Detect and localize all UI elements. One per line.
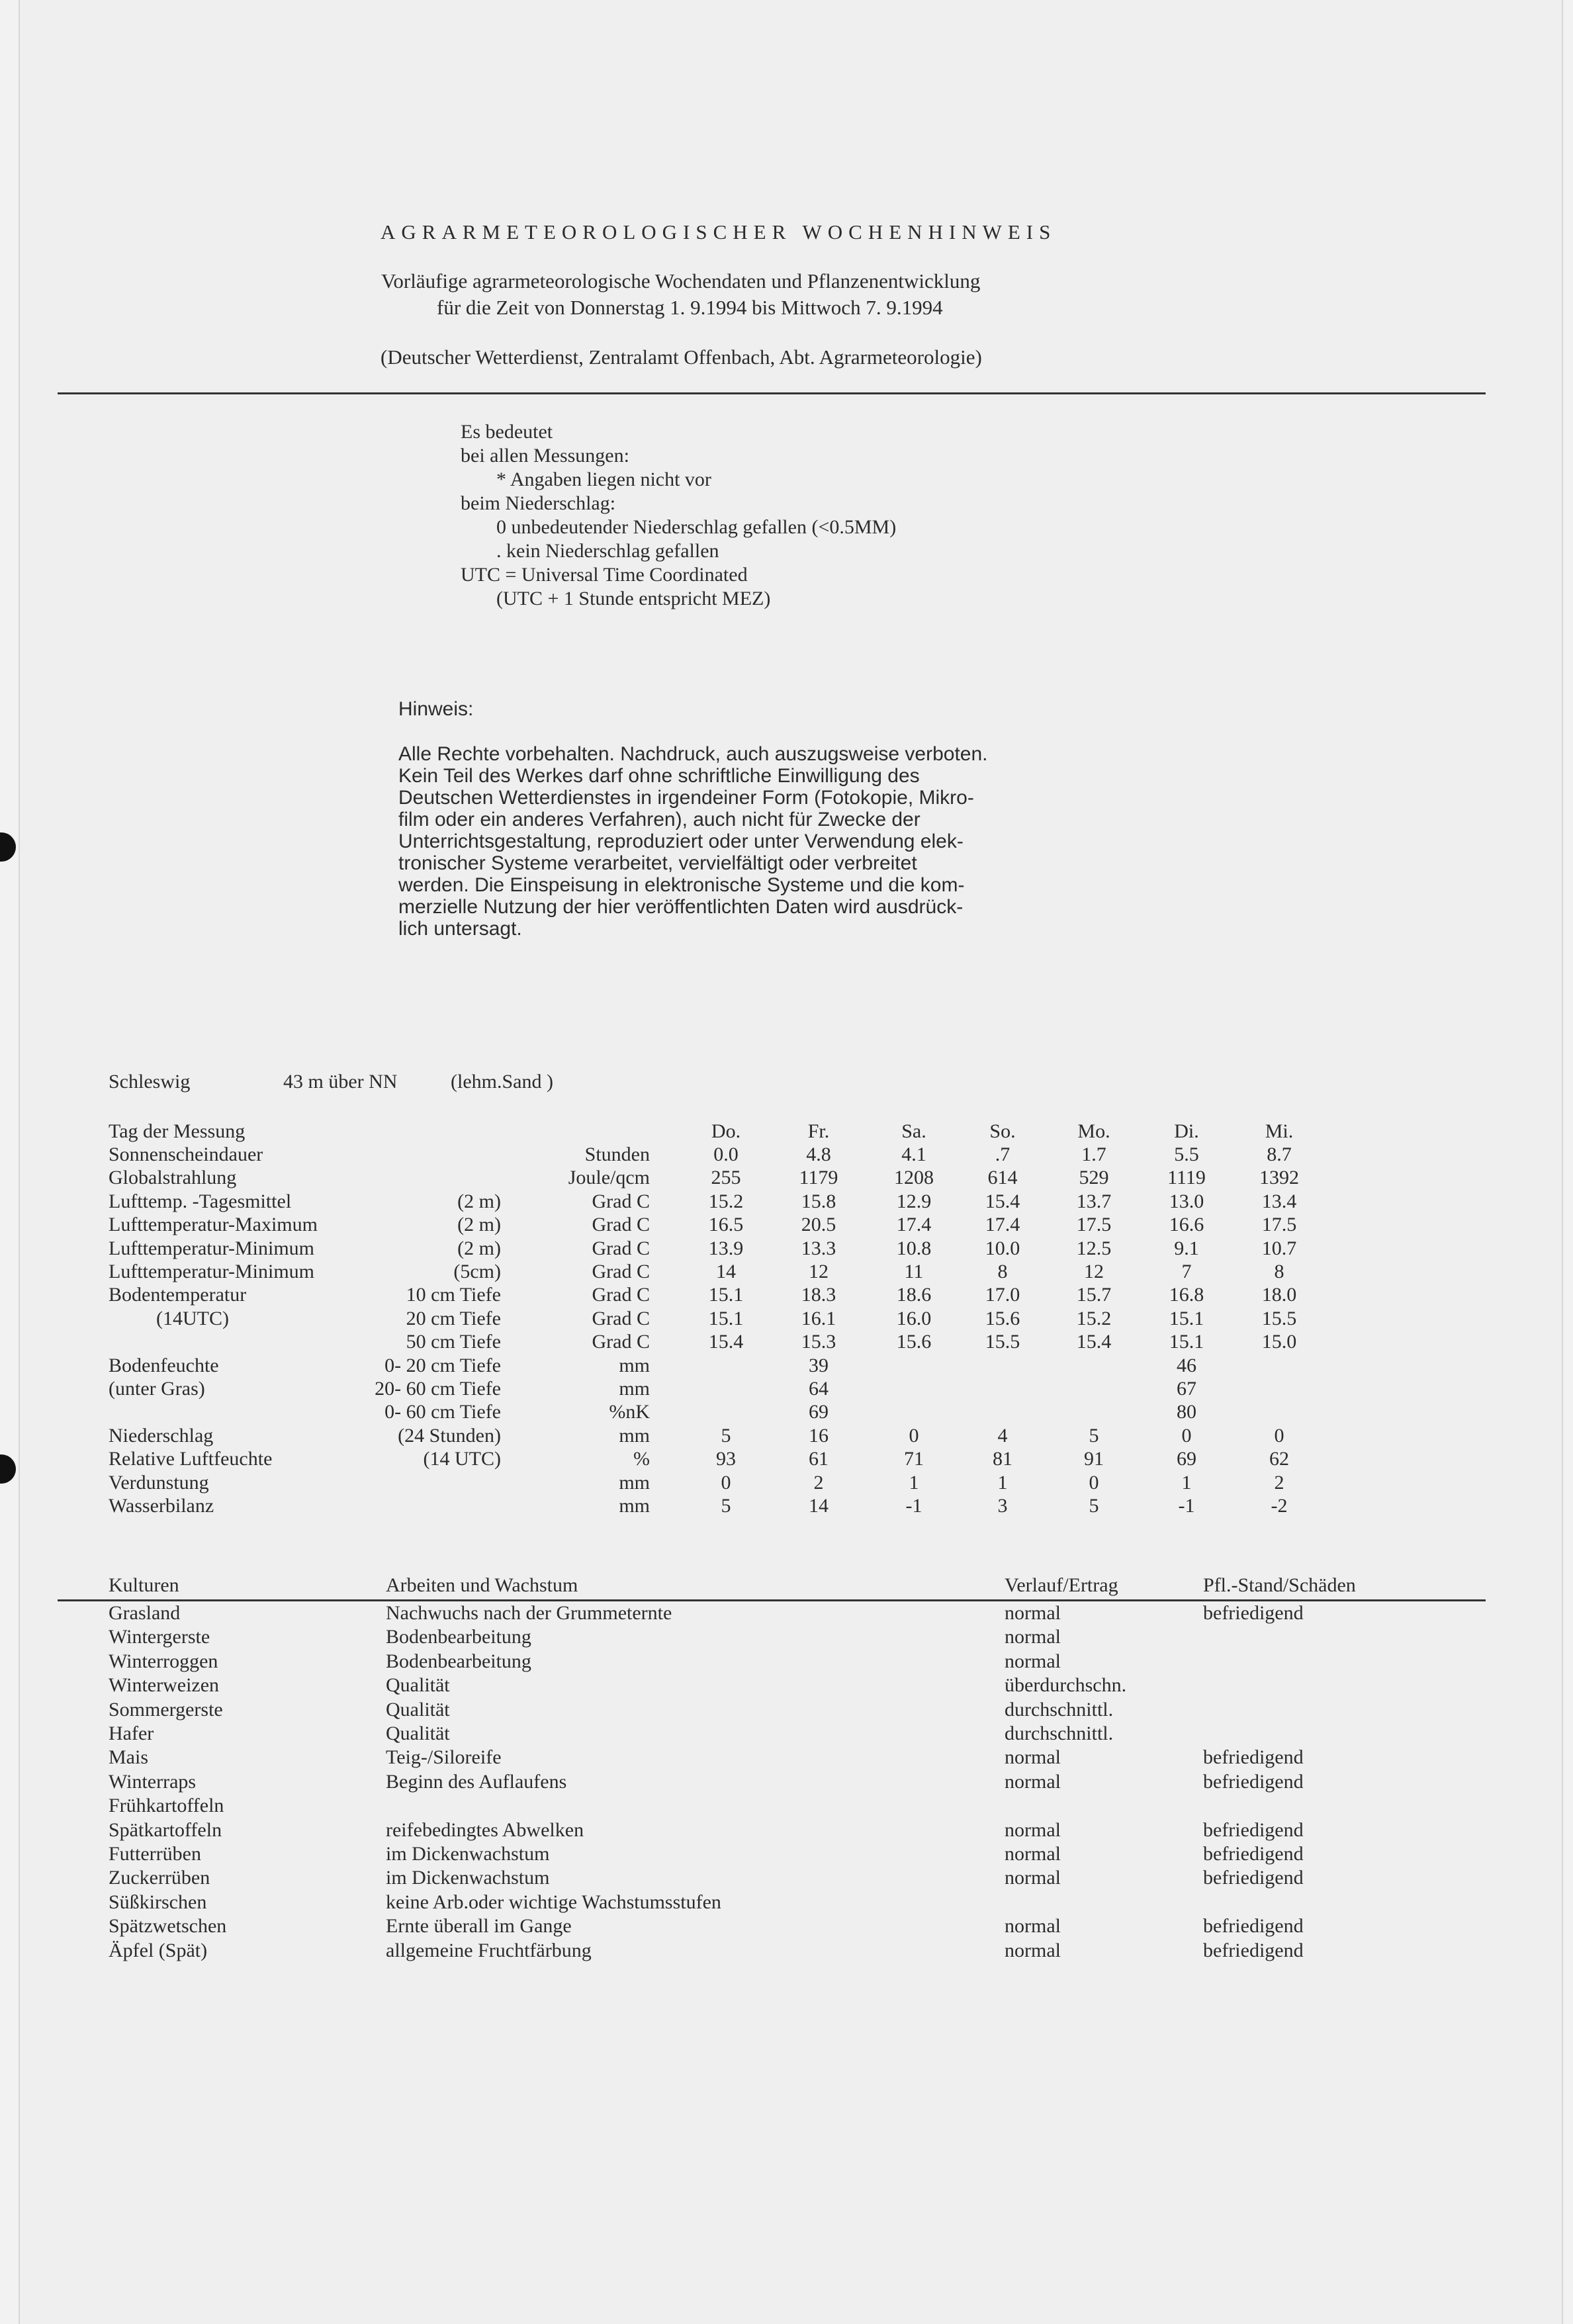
- table-cell: .7: [995, 1143, 1011, 1165]
- row-unit: mm: [619, 1495, 650, 1517]
- source-line: (Deutscher Wetterdienst, Zentralamt Offenbach, Abt. Agrarmeteorologie): [381, 345, 982, 369]
- station-name: Schleswig: [109, 1071, 191, 1093]
- table-cell: 1208: [894, 1167, 934, 1189]
- row-sublabel: (24 Stunden): [398, 1424, 501, 1447]
- table-cell: 5: [721, 1495, 731, 1517]
- row-sublabel: 20- 60 cm Tiefe: [375, 1378, 501, 1400]
- table-cell: 11: [904, 1261, 924, 1282]
- row-sublabel: (5cm): [453, 1261, 501, 1282]
- day-header: Fr.: [807, 1120, 830, 1142]
- crops-header-status: Pfl.-Stand/Schäden: [1203, 1574, 1356, 1596]
- legend-line: . kein Niederschlag gefallen: [496, 540, 719, 562]
- table-cell: 9.1: [1174, 1237, 1199, 1259]
- row-sublabel: 50 cm Tiefe: [406, 1331, 501, 1353]
- table-cell: 15.1: [708, 1284, 744, 1306]
- crop-course: durchschnittl.: [1005, 1722, 1114, 1744]
- notice-line: tronischer Systeme verarbeitet, vervielfältigt oder verbreitet: [398, 852, 917, 874]
- row-label: (14UTC): [156, 1307, 229, 1329]
- table-cell: 69: [1177, 1448, 1196, 1470]
- row-label: Lufttemperatur-Minimum: [109, 1261, 314, 1282]
- crop-course: überdurchschn.: [1005, 1674, 1127, 1697]
- table-cell: 12.5: [1076, 1237, 1112, 1259]
- notice-heading: Hinweis:: [398, 698, 474, 720]
- crop-name: Spätkartoffeln: [109, 1818, 222, 1841]
- table-cell: 15.8: [801, 1190, 836, 1212]
- row-sublabel: (2 m): [457, 1190, 501, 1212]
- measurement-day-label: Tag der Messung: [109, 1120, 246, 1142]
- crop-name: Winterraps: [109, 1770, 197, 1793]
- crop-name: Sommergerste: [109, 1698, 223, 1721]
- row-sublabel: 0- 60 cm Tiefe: [384, 1401, 501, 1423]
- table-cell: 8.7: [1267, 1143, 1292, 1165]
- table-cell: 14: [716, 1261, 736, 1282]
- table-cell: 0: [1089, 1471, 1099, 1494]
- table-cell: 46: [1177, 1354, 1196, 1376]
- row-label: Niederschlag: [109, 1424, 214, 1447]
- row-unit: Grad C: [592, 1284, 650, 1306]
- table-cell: 1179: [799, 1167, 838, 1189]
- row-label: Bodentemperatur: [109, 1284, 247, 1306]
- row-label: Lufttemp. -Tagesmittel: [109, 1190, 292, 1212]
- table-cell: 16.1: [801, 1307, 836, 1329]
- table-cell: 62: [1269, 1448, 1289, 1470]
- crop-status: befriedigend: [1203, 1915, 1304, 1938]
- crop-name: Grasland: [109, 1602, 181, 1624]
- crop-work: Teig-/Siloreife: [386, 1746, 502, 1769]
- crop-status: befriedigend: [1203, 1818, 1304, 1841]
- crop-course: normal: [1005, 1602, 1061, 1624]
- table-cell: 13.0: [1169, 1190, 1204, 1212]
- crops-header-crop: Kulturen: [109, 1574, 179, 1596]
- crop-status: befriedigend: [1203, 1602, 1304, 1624]
- crop-course: normal: [1005, 1626, 1061, 1648]
- table-cell: 18.0: [1261, 1284, 1297, 1306]
- row-label: Lufttemperatur-Minimum: [109, 1237, 314, 1259]
- table-cell: 13.4: [1261, 1190, 1297, 1212]
- punch-hole-bottom: [0, 1454, 16, 1484]
- table-cell: 13.3: [801, 1237, 836, 1259]
- legend-line: * Angaben liegen nicht vor: [496, 469, 711, 490]
- crop-course: normal: [1005, 1843, 1061, 1865]
- crop-course: normal: [1005, 1867, 1061, 1889]
- notice-line: Alle Rechte vorbehalten. Nachdruck, auch auszugsweise verboten.: [398, 743, 988, 765]
- crop-status: befriedigend: [1203, 1867, 1304, 1889]
- table-cell: 81: [993, 1448, 1012, 1470]
- day-header: Do.: [711, 1120, 741, 1142]
- row-unit: %nK: [609, 1401, 650, 1423]
- notice-line: lich untersagt.: [398, 918, 522, 940]
- table-cell: 4: [997, 1424, 1008, 1447]
- table-cell: 15.2: [708, 1190, 744, 1212]
- row-unit: Grad C: [592, 1237, 650, 1259]
- crop-name: Äpfel (Spät): [109, 1939, 208, 1961]
- table-cell: 15.2: [1076, 1307, 1112, 1329]
- row-sublabel: (2 m): [457, 1214, 501, 1236]
- table-cell: 1119: [1167, 1167, 1206, 1189]
- legend-line: UTC = Universal Time Coordinated: [461, 564, 748, 586]
- table-cell: 15.0: [1261, 1331, 1297, 1353]
- table-cell: 15.1: [1169, 1331, 1204, 1353]
- row-unit: mm: [619, 1424, 650, 1447]
- crop-work: keine Arb.oder wichtige Wachstumsstufen: [386, 1891, 721, 1913]
- table-cell: 71: [904, 1448, 924, 1470]
- table-cell: 15.6: [985, 1307, 1020, 1329]
- station-elevation: 43 m über NN: [283, 1071, 398, 1093]
- table-cell: 4.8: [806, 1143, 831, 1165]
- table-cell: 5: [1089, 1424, 1099, 1447]
- table-cell: 17.0: [985, 1284, 1020, 1306]
- crop-status: befriedigend: [1203, 1939, 1304, 1961]
- crop-work: Nachwuchs nach der Grummeternte: [386, 1602, 672, 1624]
- table-cell: 91: [1084, 1448, 1104, 1470]
- legend-line: (UTC + 1 Stunde entspricht MEZ): [496, 588, 771, 609]
- crop-work: allgemeine Fruchtfärbung: [386, 1939, 592, 1961]
- row-label: (unter Gras): [109, 1378, 205, 1400]
- crop-course: normal: [1005, 1939, 1061, 1961]
- day-header: Mo.: [1077, 1120, 1110, 1142]
- table-cell: 18.3: [801, 1284, 836, 1306]
- crop-work: Ernte überall im Gange: [386, 1915, 572, 1938]
- day-header: Sa.: [901, 1120, 926, 1142]
- table-cell: 16.8: [1169, 1284, 1204, 1306]
- crop-name: Winterroggen: [109, 1650, 218, 1672]
- table-cell: 15.4: [1076, 1331, 1112, 1353]
- crop-name: Spätzwetschen: [109, 1915, 227, 1938]
- table-cell: 15.4: [708, 1331, 744, 1353]
- day-header: Mi.: [1265, 1120, 1294, 1142]
- table-cell: 61: [809, 1448, 829, 1470]
- crop-course: normal: [1005, 1746, 1061, 1769]
- table-cell: 15.7: [1076, 1284, 1112, 1306]
- crop-status: befriedigend: [1203, 1746, 1304, 1769]
- document-title: AGRARMETEOROLOGISCHER WOCHENHINWEIS: [381, 220, 1057, 244]
- table-cell: -1: [1178, 1495, 1195, 1517]
- table-cell: 529: [1079, 1167, 1109, 1189]
- table-cell: 7: [1181, 1261, 1192, 1282]
- legend-line: beim Niederschlag:: [461, 492, 616, 514]
- row-unit: Grad C: [592, 1190, 650, 1212]
- table-cell: 1392: [1259, 1167, 1299, 1189]
- table-cell: 5: [1089, 1495, 1099, 1517]
- row-sublabel: 10 cm Tiefe: [406, 1284, 501, 1306]
- row-unit: mm: [619, 1378, 650, 1400]
- table-cell: 64: [809, 1378, 829, 1400]
- notice-line: Kein Teil des Werkes darf ohne schriftliche Einwilligung des: [398, 765, 920, 787]
- row-sublabel: 0- 20 cm Tiefe: [384, 1354, 501, 1376]
- crop-work: Qualität: [386, 1674, 450, 1697]
- table-cell: 15.5: [1261, 1307, 1297, 1329]
- crop-course: durchschnittl.: [1005, 1698, 1114, 1721]
- table-cell: 15.6: [896, 1331, 932, 1353]
- crop-name: Zuckerrüben: [109, 1867, 210, 1889]
- table-cell: 8: [1274, 1261, 1284, 1282]
- subtitle-line-1: Vorläufige agrarmeteorologische Wochendaten und Pflanzenentwicklung: [381, 269, 981, 292]
- row-unit: mm: [619, 1354, 650, 1376]
- table-cell: 0: [1181, 1424, 1192, 1447]
- notice-line: Deutschen Wetterdienstes in irgendeiner Form (Fotokopie, Mikro-: [398, 787, 974, 809]
- table-cell: 5.5: [1174, 1143, 1199, 1165]
- row-unit: %: [633, 1448, 650, 1470]
- table-cell: 12: [809, 1261, 829, 1282]
- table-cell: 17.4: [985, 1214, 1020, 1236]
- station-soil: (lehm.Sand ): [451, 1071, 553, 1093]
- crop-work: im Dickenwachstum: [386, 1843, 550, 1865]
- table-cell: 12.9: [896, 1190, 932, 1212]
- crops-header-work: Arbeiten und Wachstum: [386, 1574, 578, 1596]
- row-label: Wasserbilanz: [109, 1495, 214, 1517]
- row-label: Verdunstung: [109, 1471, 209, 1494]
- row-label: Bodenfeuchte: [109, 1354, 219, 1376]
- row-unit: Grad C: [592, 1214, 650, 1236]
- notice-line: film oder ein anderes Verfahren), auch nicht für Zwecke der: [398, 809, 921, 830]
- legend-line: Es bedeutet: [461, 421, 553, 443]
- crop-name: Hafer: [109, 1722, 154, 1744]
- row-unit: Stunden: [584, 1143, 650, 1165]
- crop-course: normal: [1005, 1770, 1061, 1793]
- table-cell: 93: [716, 1448, 736, 1470]
- table-cell: 80: [1177, 1401, 1196, 1423]
- crop-work: Qualität: [386, 1722, 450, 1744]
- row-unit: mm: [619, 1471, 650, 1494]
- crop-work: Bodenbearbeitung: [386, 1650, 531, 1672]
- notice-line: werden. Die Einspeisung in elektronische Systeme und die kom-: [398, 874, 965, 896]
- table-cell: 8: [997, 1261, 1008, 1282]
- row-label: Sonnenscheindauer: [109, 1143, 263, 1165]
- table-cell: 18.6: [896, 1284, 932, 1306]
- table-cell: 255: [711, 1167, 741, 1189]
- crop-work: im Dickenwachstum: [386, 1867, 550, 1889]
- crop-course: normal: [1005, 1818, 1061, 1841]
- table-cell: 67: [1177, 1378, 1196, 1400]
- table-cell: 15.5: [985, 1331, 1020, 1353]
- row-unit: Joule/qcm: [568, 1167, 650, 1189]
- table-cell: 39: [809, 1354, 829, 1376]
- table-cell: 10.0: [985, 1237, 1020, 1259]
- document-page: [19, 0, 1563, 2324]
- row-unit: Grad C: [592, 1331, 650, 1353]
- table-cell: 16.0: [896, 1307, 932, 1329]
- table-cell: 15.3: [801, 1331, 836, 1353]
- table-cell: 1.7: [1081, 1143, 1106, 1165]
- row-label: Relative Luftfeuchte: [109, 1448, 273, 1470]
- table-cell: 69: [809, 1401, 829, 1423]
- row-label: Globalstrahlung: [109, 1167, 237, 1189]
- table-cell: 1: [909, 1471, 919, 1494]
- table-cell: 5: [721, 1424, 731, 1447]
- row-sublabel: 20 cm Tiefe: [406, 1307, 501, 1329]
- day-header: Di.: [1174, 1120, 1199, 1142]
- table-cell: 17.4: [896, 1214, 932, 1236]
- crop-status: befriedigend: [1203, 1770, 1304, 1793]
- crops-header-divider: [58, 1599, 1486, 1601]
- row-label: Lufttemperatur-Maximum: [109, 1214, 318, 1236]
- table-cell: 15.4: [985, 1190, 1020, 1212]
- crop-name: Frühkartoffeln: [109, 1795, 224, 1817]
- row-unit: Grad C: [592, 1307, 650, 1329]
- table-cell: 1: [997, 1471, 1008, 1494]
- table-cell: 2: [1274, 1471, 1284, 1494]
- table-cell: 15.1: [708, 1307, 744, 1329]
- table-cell: 13.7: [1076, 1190, 1112, 1212]
- notice-line: merzielle Nutzung der hier veröffentlichten Daten wird ausdrück-: [398, 896, 964, 918]
- table-cell: 10.8: [896, 1237, 932, 1259]
- crop-name: Mais: [109, 1746, 148, 1769]
- header-divider: [58, 392, 1486, 394]
- crop-work: Beginn des Auflaufens: [386, 1770, 567, 1793]
- crop-status: befriedigend: [1203, 1843, 1304, 1865]
- subtitle-line-2: für die Zeit von Donnerstag 1. 9.1994 bis Mittwoch 7. 9.1994: [437, 296, 943, 319]
- table-cell: -2: [1271, 1495, 1288, 1517]
- table-cell: 0: [721, 1471, 731, 1494]
- crop-name: Winterweizen: [109, 1674, 220, 1697]
- table-cell: 16.6: [1169, 1214, 1204, 1236]
- crop-course: normal: [1005, 1915, 1061, 1938]
- row-unit: Grad C: [592, 1261, 650, 1282]
- legend-line: bei allen Messungen:: [461, 445, 629, 467]
- table-cell: 4.1: [901, 1143, 926, 1165]
- table-cell: 20.5: [801, 1214, 836, 1236]
- crops-header-course: Verlauf/Ertrag: [1005, 1574, 1118, 1596]
- table-cell: 17.5: [1261, 1214, 1297, 1236]
- crop-work: Bodenbearbeitung: [386, 1626, 531, 1648]
- table-cell: 14: [809, 1495, 829, 1517]
- legend-line: 0 unbedeutender Niederschlag gefallen (<0.5MM): [496, 516, 897, 538]
- table-cell: 13.9: [708, 1237, 744, 1259]
- table-cell: 1: [1181, 1471, 1192, 1494]
- row-sublabel: (14 UTC): [423, 1448, 501, 1470]
- crop-work: Qualität: [386, 1698, 450, 1721]
- table-cell: 15.1: [1169, 1307, 1204, 1329]
- table-cell: 3: [997, 1495, 1008, 1517]
- table-cell: 2: [813, 1471, 824, 1494]
- punch-hole-top: [0, 832, 16, 862]
- crop-name: Futterrüben: [109, 1843, 201, 1865]
- crop-work: reifebedingtes Abwelken: [386, 1818, 584, 1841]
- table-cell: -1: [905, 1495, 922, 1517]
- crop-course: normal: [1005, 1650, 1061, 1672]
- table-cell: 0.0: [713, 1143, 739, 1165]
- notice-line: Unterrichtsgestaltung, reproduziert oder unter Verwendung elek-: [398, 830, 964, 852]
- table-cell: 0: [909, 1424, 919, 1447]
- table-cell: 16.5: [708, 1214, 744, 1236]
- row-sublabel: (2 m): [457, 1237, 501, 1259]
- table-cell: 10.7: [1261, 1237, 1297, 1259]
- table-cell: 0: [1274, 1424, 1284, 1447]
- table-cell: 614: [987, 1167, 1018, 1189]
- crop-name: Süßkirschen: [109, 1891, 207, 1913]
- crop-name: Wintergerste: [109, 1626, 210, 1648]
- table-cell: 12: [1084, 1261, 1104, 1282]
- day-header: So.: [989, 1120, 1016, 1142]
- table-cell: 16: [809, 1424, 829, 1447]
- table-cell: 17.5: [1076, 1214, 1112, 1236]
